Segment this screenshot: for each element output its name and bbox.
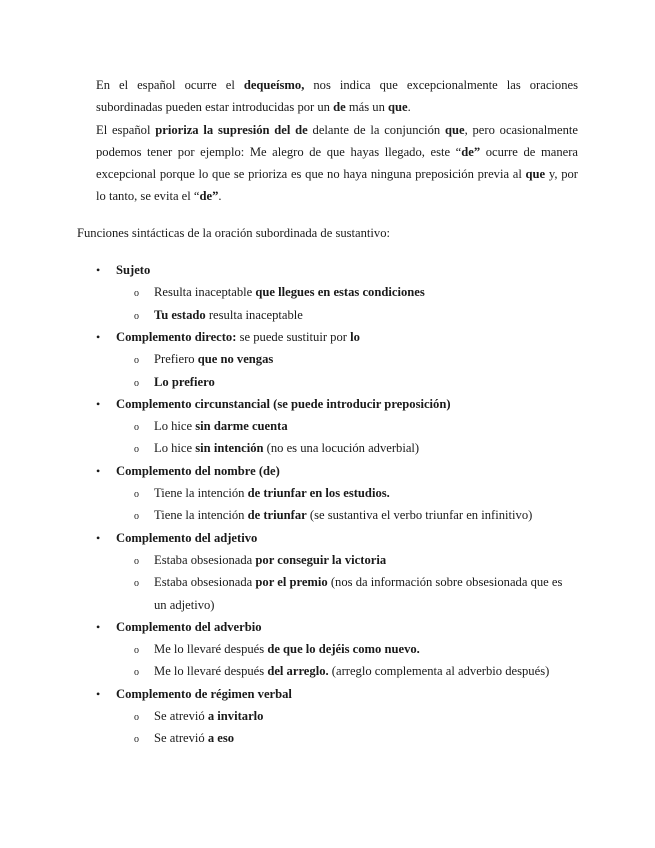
text-run: Estaba obsesionada [154, 552, 256, 567]
text-run: más un [345, 100, 389, 115]
bold-text: que [388, 100, 408, 115]
sub-bullet-icon: o [134, 511, 139, 523]
bold-text: Complemento del adverbio [116, 619, 262, 634]
text-run: . [218, 189, 222, 204]
intro-paragraph-supresion [96, 119, 578, 208]
list-item [116, 461, 576, 481]
text-run: Tiene la intención [154, 508, 248, 523]
bold-text: de [333, 100, 346, 115]
text-run: Estaba obsesionada [154, 575, 256, 590]
sub-list-item [154, 728, 578, 748]
bold-text: dequeísmo, [243, 78, 305, 92]
text-run: un adjetivo) [154, 597, 215, 612]
sub-list-item [154, 305, 578, 325]
bold-text: prioriza la supresión del de [155, 122, 308, 137]
bold-text: de” [461, 144, 481, 159]
text-run: . [407, 100, 411, 115]
text-run: (arreglo complementa al adverbio después) [328, 664, 550, 679]
sub-list-item [154, 483, 578, 503]
sub-bullet-icon: o [134, 645, 139, 657]
sub-list-item [154, 349, 578, 369]
sub-bullet-icon: o [134, 734, 139, 746]
list-item [116, 528, 576, 548]
text-run: Se atrevió [154, 709, 208, 723]
bold-text: que no vengas [197, 352, 274, 367]
sub-list-item [154, 706, 578, 726]
sub-bullet-icon: o [134, 712, 139, 723]
bold-text: Complemento de régimen verbal [116, 686, 292, 701]
sub-bullet-icon: o [134, 288, 139, 300]
sub-list-item [154, 595, 578, 615]
bold-text: sin intención [195, 441, 264, 456]
sub-bullet-icon: o [134, 422, 139, 434]
bold-text: de” [199, 189, 219, 204]
sub-list-item [154, 416, 578, 436]
bold-text: que [444, 122, 465, 137]
bold-text: a eso [207, 731, 235, 746]
bold-text: Tu estado [154, 307, 206, 322]
text-run: Lo hice [154, 419, 196, 434]
sub-bullet-icon: o [134, 444, 139, 456]
text-run: ocurre de manera excepcional porque lo que se prioriza es que no haya ninguna preposición previa al [96, 144, 578, 182]
bold-text: que [525, 167, 546, 182]
sub-list-item [154, 550, 578, 570]
bold-text: de triunfar en los estudios. [247, 486, 390, 500]
text-run: En el español ocurre el [96, 78, 244, 92]
text-run: y, por lo tanto, se evita el “ [96, 167, 578, 204]
text-run: Me lo llevaré después [154, 642, 268, 657]
bold-text: Lo prefiero [154, 374, 215, 389]
text-run: Se atrevió [154, 731, 208, 746]
text-run: resulta inaceptable [205, 307, 303, 322]
sub-bullet-icon: o [134, 555, 139, 567]
sub-bullet-icon: o [134, 489, 139, 500]
text-run: Prefiero [154, 352, 198, 367]
bold-text: lo [350, 329, 360, 344]
sub-bullet-icon: o [134, 578, 139, 590]
text-run: (no es una locución adverbial) [263, 441, 420, 456]
sub-list-item [154, 438, 578, 458]
list-item [116, 617, 576, 637]
text-run: se puede sustituir por [236, 329, 351, 344]
bullet-icon: • [96, 686, 101, 701]
bold-text: por conseguir la victoria [255, 552, 387, 567]
bullet-icon: • [96, 263, 101, 277]
sub-bullet-icon: o [134, 355, 139, 367]
text-run: (se sustantiva el verbo triunfar en infinitivo) [306, 508, 533, 523]
text-run: (nos da información sobre obsesionada que es [327, 575, 563, 590]
text-run: delante de la conjunción [307, 122, 445, 137]
sub-list-item [154, 282, 578, 302]
sub-list-item [154, 372, 578, 392]
bold-text: de que lo dejéis como nuevo. [267, 642, 420, 657]
bold-text: del arreglo. [267, 664, 329, 679]
text-run: nos indica que excepcionalmente las oraciones subordinadas pueden estar introducidas por un [96, 78, 578, 115]
sub-bullet-icon: o [134, 310, 139, 322]
text-run: Lo hice [154, 441, 196, 456]
bold-text: Complemento directo: [116, 329, 237, 344]
list-item [116, 684, 576, 704]
list-item [116, 394, 576, 414]
text-run: Tiene la intención [154, 486, 248, 500]
bullet-icon: • [96, 530, 101, 545]
list-item [116, 327, 576, 347]
bold-text: Complemento del adjetivo [116, 530, 258, 545]
bullet-icon: • [96, 463, 101, 478]
bold-text: Sujeto [116, 263, 151, 277]
intro-text [96, 74, 578, 208]
bullet-icon: • [96, 619, 101, 634]
bold-text: Complemento del nombre (de) [116, 463, 280, 478]
sub-list-item [154, 572, 578, 592]
bold-text: de triunfar [247, 508, 307, 523]
bold-text: que llegues en estas condiciones [255, 285, 425, 300]
sub-list-item [154, 661, 578, 681]
text-run: , pero ocasionalmente podemos tener por ejemplo: Me alegro de que hayas llegado, este “ [96, 122, 578, 159]
functions-heading: Funciones sintácticas de la oración subordinada de sustantivo: [77, 226, 391, 240]
sub-list-item [154, 639, 578, 659]
intro-paragraph-dequeismo [96, 74, 578, 119]
list-item [116, 260, 576, 280]
bullet-icon: • [96, 329, 101, 344]
bold-text: por el premio [255, 575, 328, 590]
sub-bullet-icon: o [134, 377, 139, 389]
text-run: El español [96, 122, 156, 137]
bold-text: sin darme cuenta [195, 419, 288, 434]
bold-text: a invitarlo [207, 709, 264, 723]
text-run: Resulta inaceptable [154, 285, 256, 300]
text-run: Me lo llevaré después [154, 664, 268, 679]
bullet-icon: • [96, 396, 101, 411]
sub-bullet-icon: o [134, 667, 139, 679]
bold-text: Complemento circunstancial (se puede introducir preposición) [116, 396, 451, 411]
sub-list-item [154, 505, 578, 525]
